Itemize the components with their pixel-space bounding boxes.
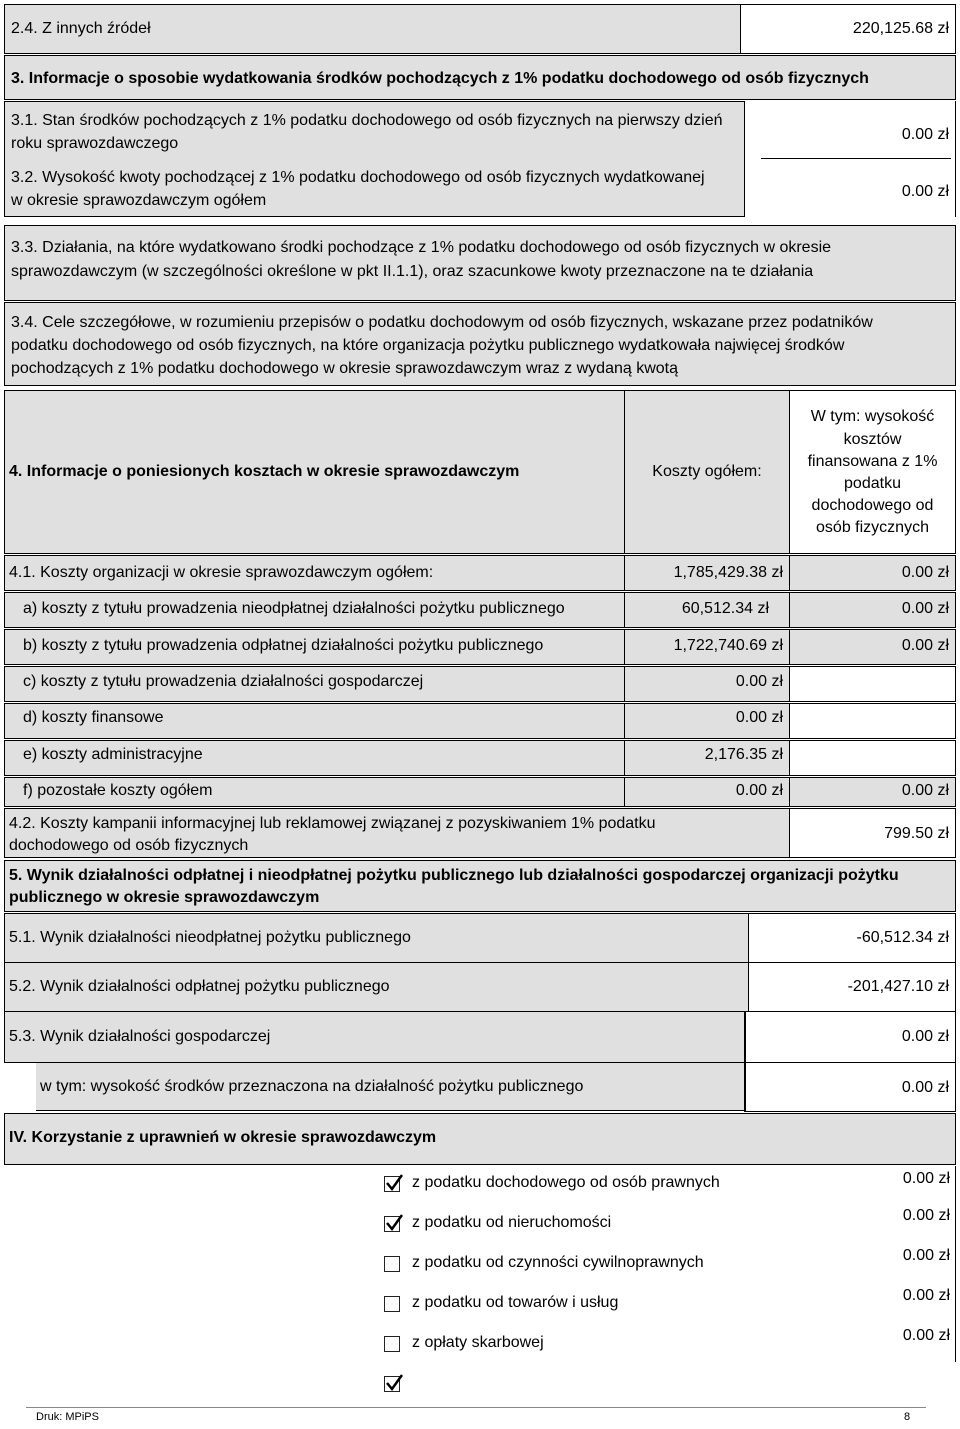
row-3-3-line2: sprawozdawczym (w szczególności określone w pkt II.1.1), oraz szacunkowe kwoty przeznaczone na te działania: [11, 263, 814, 280]
cost-row-label-cell: [4, 555, 625, 591]
cost-row-pct: 0.00 zł: [901, 564, 949, 581]
cost-row-label-cell: [4, 777, 625, 807]
checkbox-civil-law-tax[interactable]: [384, 1256, 400, 1272]
exemption-label: z opłaty skarbowej: [412, 1334, 544, 1351]
checkbox-vat[interactable]: [384, 1296, 400, 1312]
row-3-2-label-line2: w okresie sprawozdawczym ogółem: [11, 192, 267, 209]
cost-row-label-cell: [4, 703, 625, 739]
section-3-1-3-2-values: [744, 101, 956, 217]
checkbox-property-tax[interactable]: [384, 1216, 400, 1232]
result-row-label: 5.2. Wynik działalności odpłatnej pożytku publicznego: [9, 978, 390, 995]
cost-row-total: 0.00 zł: [735, 782, 783, 799]
result-row-value: -60,512.34 zł: [856, 929, 949, 946]
section-iv-header: [4, 1113, 956, 1165]
result-row-label-cell: [4, 913, 749, 963]
section-5-title-line2: publicznego w okresie sprawozdawczym: [9, 889, 320, 906]
costs-1pct-line1: W tym: wysokość: [810, 408, 935, 425]
cost-row-label: c) koszty z tytułu prowadzenia działalności gospodarczej: [23, 673, 424, 690]
exemption-value: 0.00 zł: [902, 1207, 950, 1224]
cost-row-total-cell: [624, 777, 790, 807]
cost-row-total: 1,785,429.38 zł: [673, 564, 783, 581]
section-3-4: [4, 302, 956, 386]
cost-row-pct-cell: [789, 777, 956, 807]
cost-row-pct: 0.00 zł: [901, 637, 949, 654]
footer-page-number: 8: [904, 1411, 911, 1423]
row-3-4-line3: pochodzących z 1% podatku dochodowego w okresie sprawozdawczym wraz z wydaną kwotą: [11, 360, 679, 377]
costs-1pct-header: [789, 390, 956, 554]
costs-1pct-line3: finansowana z 1%: [807, 453, 938, 470]
row-4-2-line2: dochodowego od osób fizycznych: [9, 837, 249, 854]
row-4-2-value-cell: [789, 808, 956, 858]
cost-row-total-cell: [624, 592, 790, 628]
section-iv-right-rule: [955, 1166, 956, 1362]
cost-row-total: 2,176.35 zł: [704, 746, 783, 763]
row-3-2-label-line1: 3.2. Wysokość kwoty pochodzącej z 1% podatku dochodowego od osób fizycznych wydatkowanej: [11, 169, 705, 186]
cost-row-label: d) koszty finansowe: [23, 709, 164, 726]
cost-row-pct: 0.00 zł: [901, 782, 949, 799]
cost-row-total-cell: [624, 666, 790, 702]
exemption-label: z podatku dochodowego od osób prawnych: [412, 1174, 720, 1191]
cost-row-label: e) koszty administracyjne: [23, 746, 203, 763]
cost-row-pct-cell: [789, 592, 956, 628]
row-3-4-line1: 3.4. Cele szczegółowe, w rozumieniu przepisów o podatku dochodowym od osób fizycznych, wskazane przez podatników: [11, 314, 873, 331]
result-row-label: 5.1. Wynik działalności nieodpłatnej pożytku publicznego: [9, 929, 411, 946]
cost-row-label: f) pozostałe koszty ogółem: [23, 782, 213, 799]
row-3-3-line1: 3.3. Działania, na które wydatkowano środki pochodzące z 1% podatku dochodowego od osób fizycznych w okresie: [11, 239, 832, 256]
row-2-4-value: 220,125.68 zł: [852, 20, 949, 37]
cost-row-total: 0.00 zł: [735, 673, 783, 690]
row-3-1-label-line2: roku sprawozdawczego: [11, 135, 179, 152]
row-3-2-value: 0.00 zł: [901, 183, 949, 200]
checkbox-stamp-duty[interactable]: [384, 1336, 400, 1352]
section-4-title: 4. Informacje o poniesionych kosztach w okresie sprawozdawczym: [9, 463, 520, 480]
costs-total-header: [624, 390, 790, 554]
result-row-value: -201,427.10 zł: [847, 978, 949, 995]
costs-total-header-label: Koszty ogółem:: [652, 463, 762, 480]
cost-row-total: 60,512.34 zł: [681, 600, 769, 617]
row-2-4-value-cell: [740, 4, 956, 54]
cost-row-label-cell: [4, 666, 625, 702]
cost-row-pct-cell-empty: [789, 666, 956, 702]
row-3-1-label-line1: 3.1. Stan środków pochodzących z 1% podatku dochodowego od osób fizycznych na pierwszy dzień: [11, 112, 723, 129]
checkbox-cit[interactable]: [384, 1176, 400, 1192]
checkbox-other[interactable]: [384, 1376, 400, 1392]
result-row-label-cell: [36, 1063, 745, 1111]
costs-1pct-line2: kosztów: [843, 431, 902, 448]
result-row-value-cell: [748, 913, 956, 963]
exemption-value: 0.00 zł: [902, 1327, 950, 1344]
result-row-value: 0.00 zł: [901, 1028, 949, 1045]
result-row-label-cell: [4, 962, 749, 1012]
cost-row-label-cell: [4, 592, 625, 628]
footer-print-label: Druk: MPiPS: [36, 1411, 99, 1423]
cost-row-pct-cell-empty: [789, 703, 956, 739]
row-2-4-label-cell: [4, 4, 741, 54]
cost-row-total: 1,722,740.69 zł: [673, 637, 783, 654]
row-4-2-label-cell: [4, 808, 790, 858]
result-row-label-cell: [4, 1011, 745, 1063]
row-4-2-value: 799.50 zł: [884, 825, 949, 842]
cost-row-pct-cell-empty: [789, 740, 956, 776]
section-5-title-line1: 5. Wynik działalności odpłatnej i nieodpłatnej pożytku publicznego lub działalności gospodarczej organizacji pożytku: [9, 867, 899, 884]
costs-1pct-line4: podatku: [844, 475, 901, 492]
result-row-value-cell: [744, 1062, 956, 1112]
cost-row-label-cell: [4, 629, 625, 665]
cost-row-label: b) koszty z tytułu prowadzenia odpłatnej działalności pożytku publicznego: [23, 637, 544, 654]
exemption-label: z podatku od towarów i usług: [412, 1294, 619, 1311]
cost-row-total-cell: [624, 629, 790, 665]
cost-row-total: 0.00 zł: [735, 709, 783, 726]
exemption-value: 0.00 zł: [902, 1247, 950, 1264]
row-4-2-line1: 4.2. Koszty kampanii informacyjnej lub reklamowej związanej z pozyskiwaniem 1% podatku: [9, 815, 656, 832]
section-3-3: [4, 225, 956, 301]
row-3-1-value: 0.00 zł: [901, 126, 949, 143]
exemption-label: z podatku od czynności cywilnoprawnych: [412, 1254, 704, 1271]
row-3-1-divider: [761, 158, 951, 159]
section-3-title: 3. Informacje o sposobie wydatkowania środków pochodzących z 1% podatku dochodowego od osób fizycznych: [11, 70, 869, 87]
cost-row-total-cell: [624, 555, 790, 591]
result-row-value-cell: [744, 1011, 956, 1063]
cost-row-label-cell: [4, 740, 625, 776]
exemption-value: 0.00 zł: [902, 1287, 950, 1304]
footer-rule: [26, 1407, 926, 1408]
section-3-header: [4, 55, 956, 100]
cost-row-pct-cell: [789, 555, 956, 591]
section-5-header: [4, 860, 956, 912]
cost-row-pct: 0.00 zł: [901, 600, 949, 617]
cost-row-total-cell: [624, 703, 790, 739]
costs-1pct-line6: osób fizycznych: [816, 519, 929, 536]
section-4-header: [4, 390, 625, 554]
cost-row-label: 4.1. Koszty organizacji w okresie sprawozdawczym ogółem:: [9, 564, 434, 581]
result-row-label: 5.3. Wynik działalności gospodarczej: [9, 1028, 271, 1045]
cost-row-label: a) koszty z tytułu prowadzenia nieodpłatnej działalności pożytku publicznego: [23, 600, 565, 617]
cost-row-pct-cell: [789, 629, 956, 665]
costs-1pct-line5: dochodowego od: [811, 497, 934, 514]
section-3-1-3-2-labels: [4, 101, 745, 217]
section-iv-title: IV. Korzystanie z uprawnień w okresie sprawozdawczym: [9, 1129, 437, 1146]
exemption-label: z podatku od nieruchomości: [412, 1214, 612, 1231]
row-3-4-line2: podatku dochodowego od osób fizycznych, na które organizacja pożytku publicznego wydatkowała najwięcej środków: [11, 337, 845, 354]
cost-row-total-cell: [624, 740, 790, 776]
row-2-4-label: 2.4. Z innych źródeł: [11, 20, 151, 37]
result-row-label: w tym: wysokość środków przeznaczona na działalność pożytku publicznego: [40, 1078, 584, 1095]
result-row-value: 0.00 zł: [901, 1079, 949, 1096]
exemption-value: 0.00 zł: [902, 1170, 950, 1187]
result-row-value-cell: [748, 962, 956, 1012]
